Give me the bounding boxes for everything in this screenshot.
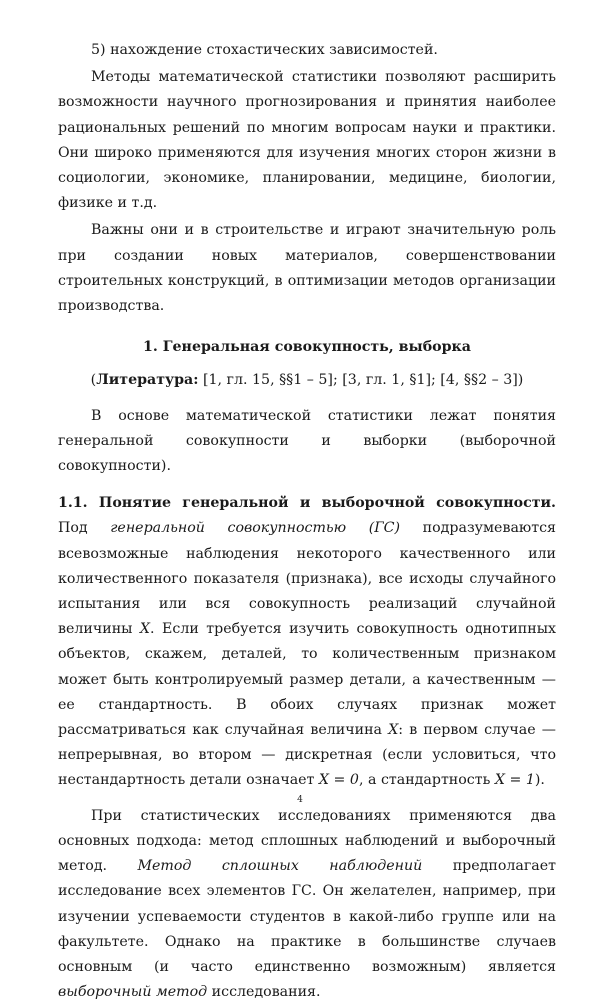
equation-x-zero: X = 0 bbox=[318, 772, 359, 789]
subsection-text-6: ). bbox=[534, 772, 545, 789]
term-continuous-observation: Метод сплошных наблюдений bbox=[137, 858, 423, 875]
term-sampling-method: выборочный метод bbox=[58, 984, 208, 1001]
paragraph-approaches bbox=[58, 804, 556, 1005]
subsection-text-1: Под bbox=[58, 520, 111, 537]
document-page bbox=[58, 38, 556, 1005]
subsection-text-2: подразумеваются всевозможные наблюдения некоторого качественного или количественного показателя (признака), все исходы случайного испытания или вся совокупность реализаций случайной величины bbox=[58, 520, 556, 638]
page-number: 4 bbox=[297, 795, 303, 805]
equation-x-one: X = 1 bbox=[494, 772, 535, 789]
term-general-population: генеральной совокупностью (ГС) bbox=[110, 520, 401, 537]
variable-x: X bbox=[388, 722, 399, 739]
subsection-text-3: . Если требуется изучить совокупность однотипных объектов, скажем, деталей, то количественным признаком может быть контролируемый размер детали, а качественным — ее стандартность. В обоих случаях признак может рассматриваться как случайная величина bbox=[58, 621, 556, 739]
subsection-1-1 bbox=[58, 491, 556, 793]
literature-refs: [1, гл. 15, §§1 – 5]; [3, гл. 1, §1]; [4, §§2 – 3]) bbox=[198, 372, 524, 389]
paragraph-basis: В основе математической статистики лежат понятия генеральной совокупности и выборки (выборочной совокупности). bbox=[58, 407, 556, 475]
paragraph-construction: Важны они и в строительстве и играют значительную роль при создании новых материалов, совершенствовании строительных конструкций, в оптимизации методов организации производства. bbox=[58, 222, 556, 315]
approaches-text-1: При статистических исследованиях применяются два основных подхода: метод сплошных наблюдений и выборочный метод. bbox=[58, 807, 556, 875]
subsection-heading: 1.1. Понятие генеральной и выборочной совокупности. bbox=[58, 495, 556, 512]
literature-open: ( bbox=[90, 372, 97, 389]
subsection-text-4: : в первом случае — непрерывная, во втором — дискретная (если условиться, что нестандартность детали означает bbox=[58, 722, 556, 789]
approaches-text-3: исследования. bbox=[207, 984, 321, 1001]
literature-label: Литература: bbox=[96, 372, 199, 389]
paragraph-methods: Методы математической статистики позволяют расширить возможности научного прогнозирования и принятия наиболее рациональных решений по многим вопросам науки и практики. Они широко применяются для изучения многих сторон жизни в социологии, экономике, планировании, медицине, биологии, физике и т.д. bbox=[58, 69, 556, 212]
literature-references bbox=[58, 368, 556, 393]
variable-x: X bbox=[139, 621, 151, 638]
list-item-5: 5) нахождение стохастических зависимостей. bbox=[91, 42, 438, 58]
section-title: 1. Генеральная совокупность, выборка bbox=[142, 339, 471, 356]
subsection-text-5: , а стандартность bbox=[358, 772, 495, 789]
approaches-text-2: предполагает исследование всех элементов ГС. Он желателен, например, при изучении успеваемости студентов в какой-либо группе или на факультете. Однако на практике в большинстве случаев основным (и часто единственно возможным) является bbox=[58, 858, 556, 975]
